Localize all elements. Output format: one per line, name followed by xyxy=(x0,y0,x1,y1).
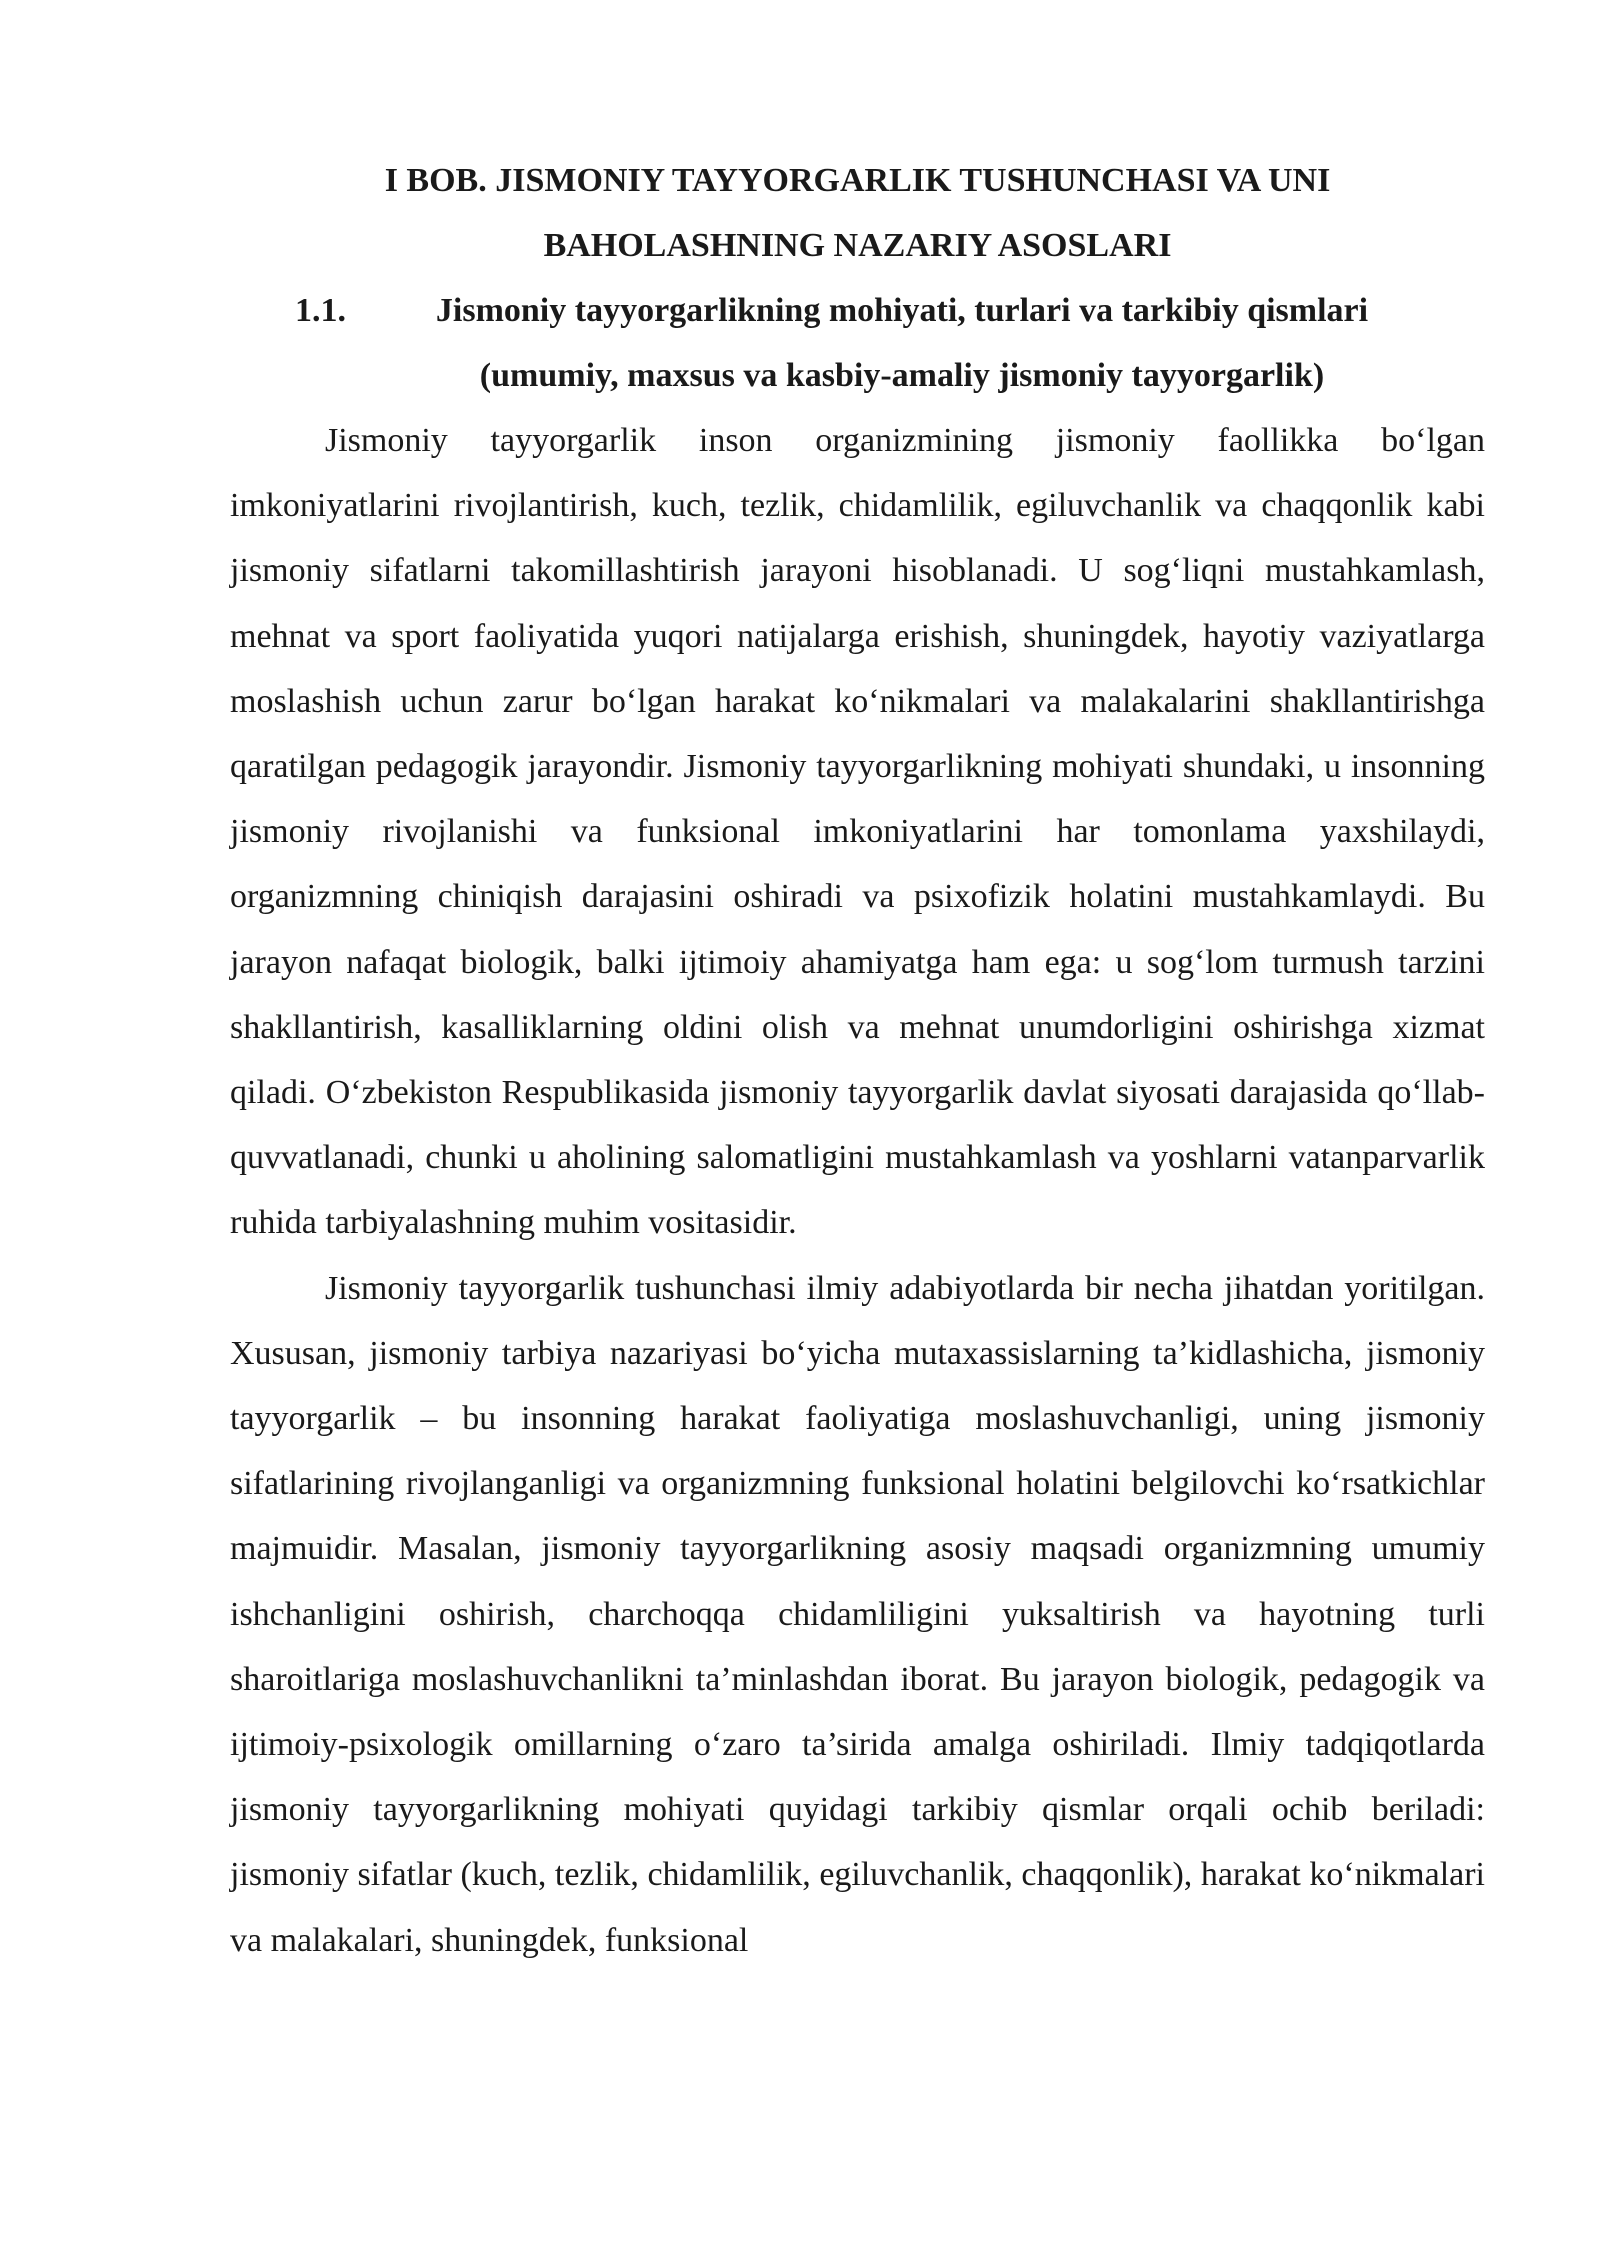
chapter-title-line1: I BOB. JISMONIY TAYYORGARLIK TUSHUNCHASI VA UNI xyxy=(384,162,1331,199)
section-number: 1.1. xyxy=(295,292,346,329)
chapter-title xyxy=(230,148,1485,278)
section-title-line2: (umumiy, maxsus va kasbiy-amaliy jismoniy tayyorgarlik) xyxy=(479,357,1325,394)
chapter-title-line2: BAHOLASHNING NAZARIY ASOSLARI xyxy=(543,227,1172,264)
paragraph-1: Jismoniy tayyorgarlik inson organizmining jismoniy faollikka bo‘lgan imkoniyatlarini rivojlantirish, kuch, tezlik, chidamlilik, egiluvchanlik va chaqqonlik kabi jismoniy sifatlarni takomillashtirish jarayoni hisoblanadi. U sog‘liqni mustahkamlash, mehnat va sport faoliyatida yuqori natijalarga erishish, shuningdek, hayotiy vaziyatlarga moslashish uchun zarur bo‘lgan harakat ko‘nikmalari va malakalarini shakllantirishga qaratilgan pedagogik jarayondir. Jismoniy tayyorgarlikning mohiyati shundaki, u insonning jismoniy rivojlanishi va funksional imkoniyatlarini har tomonlama yaxshilaydi, organizmning chiniqish darajasini oshiradi va psixofizik holatini mustahkamlaydi. Bu jarayon nafaqat biologik, balki ijtimoiy ahamiyatga ham ega: u sog‘lom turmush tarzini shakllantirish, kasalliklarning oldini olish va mehnat unumdorligini oshirishga xizmat qiladi. O‘zbekiston Respublikasida jismoniy tayyorgarlik davlat siyosati darajasida qo‘llab-quvvatlanadi, chunki u aholining salomatligini mustahkamlash va yoshlarni vatanparvarlik ruhida tarbiyalashning muhim vositasidir. xyxy=(230,422,1485,1242)
section-title-line1: Jismoniy tayyorgarlikning mohiyati, turlari va tarkibiy qismlari xyxy=(435,292,1369,329)
section-heading xyxy=(230,278,1485,408)
paragraph-2: Jismoniy tayyorgarlik tushunchasi ilmiy adabiyotlarda bir necha jihatdan yoritilgan. Xususan, jismoniy tarbiya nazariyasi bo‘yicha mutaxassislarning ta’kidlashicha, jismoniy tayyorgarlik – bu insonning harakat faoliyatiga moslashuvchanligi, uning jismoniy sifatlarining rivojlanganligi va organizmning funksional holatini belgilovchi ko‘rsatkichlar majmuidir. Masalan, jismoniy tayyorgarlikning asosiy maqsadi organizmning umumiy ishchanligini oshirish, charchoqqa chidamliligini yuksaltirish va hayotning turli sharoitlariga moslashuvchanlikni ta’minlashdan iborat. Bu jarayon biologik, pedagogik va ijtimoiy-psixologik omillarning o‘zaro ta’sirida amalga oshiriladi. Ilmiy tadqiqotlarda jismoniy tayyorgarlikning mohiyati quyidagi tarkibiy qismlar orqali ochib beriladi: jismoniy sifatlar (kuch, tezlik, chidamlilik, egiluvchanlik, chaqqonlik), harakat ko‘nikmalari va malakalari, shuningdek, funksional xyxy=(230,1269,1485,1959)
body-text xyxy=(230,408,1485,1973)
